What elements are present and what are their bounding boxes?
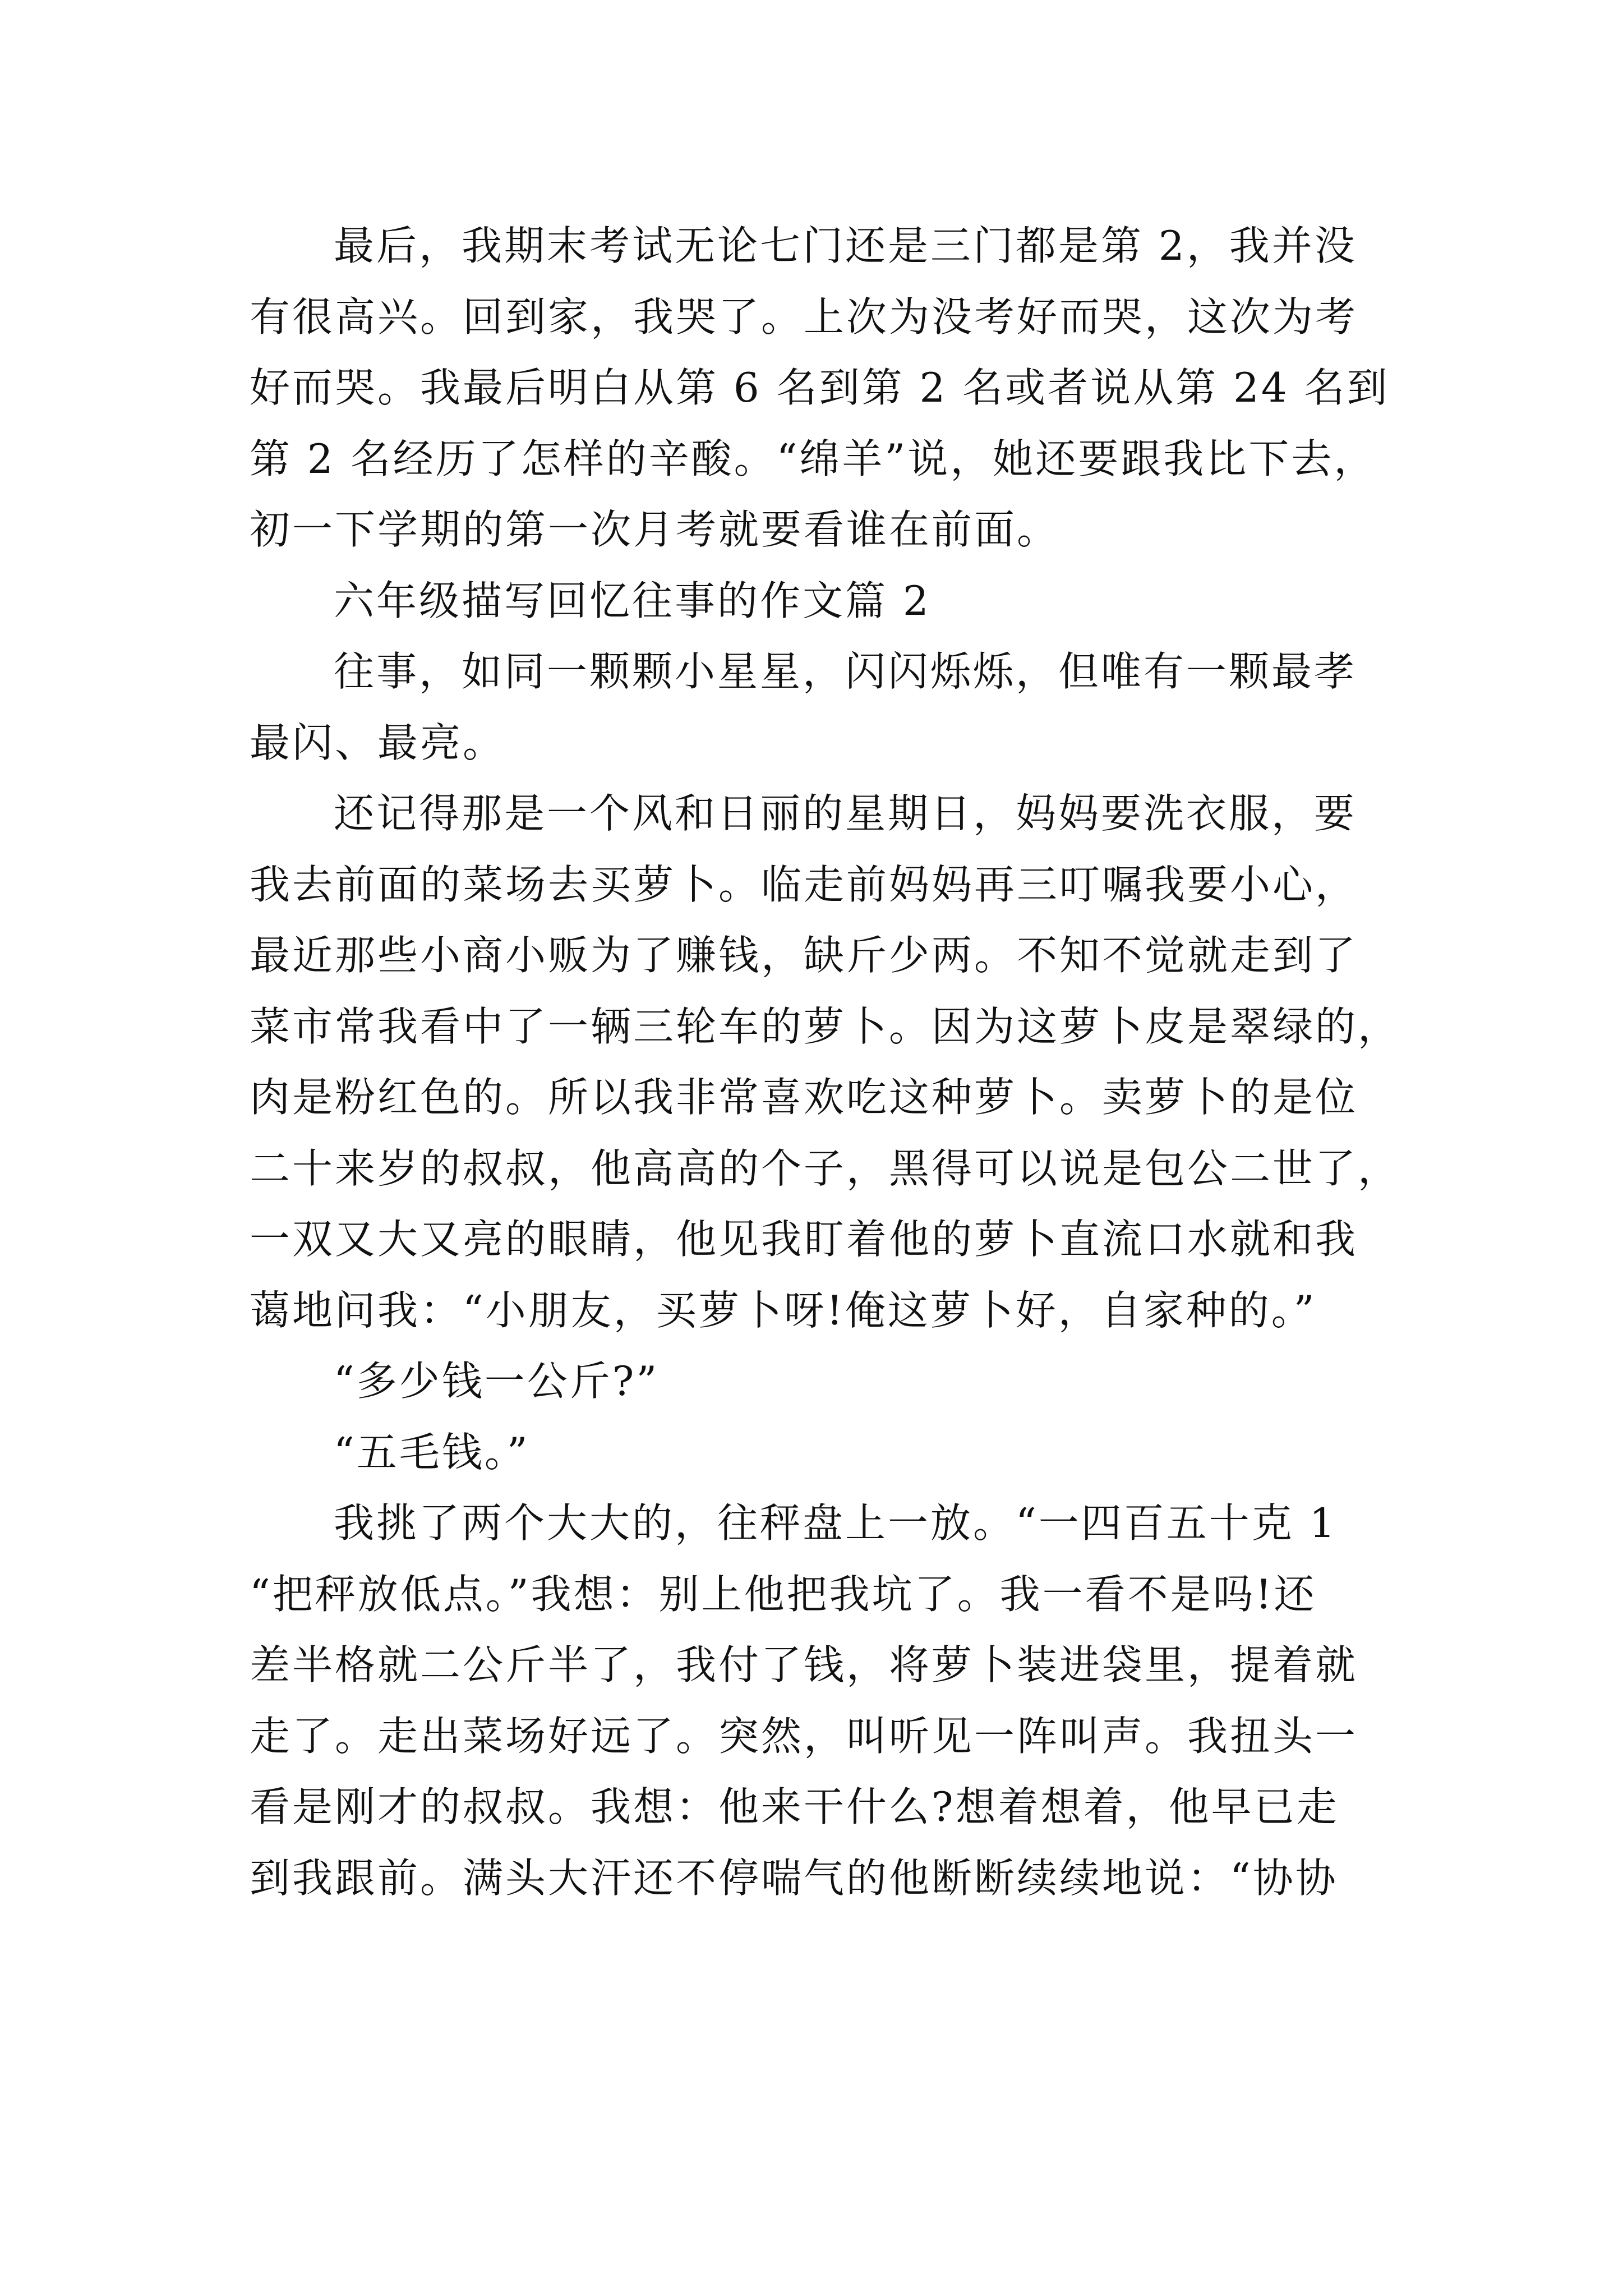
text-line: 蔼地问我：“小朋友，买萝卜呀!俺这萝卜好，自家种的。” bbox=[250, 1286, 1317, 1334]
text-line: 最近那些小商小贩为了赚钱，缺斤少两。不知不觉就走到了 bbox=[250, 932, 1358, 979]
section-heading: 六年级描写回忆往事的作文篇 2 bbox=[334, 577, 931, 624]
text-line: 肉是粉红色的。所以我非常喜欢吃这种萝卜。卖萝卜的是位 bbox=[250, 1074, 1358, 1121]
text-line: 看是刚才的叔叔。我想：他来干什么?想着想着，他早已走 bbox=[250, 1783, 1339, 1830]
dialogue-line: “多少钱一公斤?” bbox=[334, 1358, 660, 1405]
text-line: 初一下学期的第一次月考就要看谁在前面。 bbox=[250, 506, 1060, 553]
text-line: 菜市常我看中了一辆三轮车的萝卜。因为这萝卜皮是翠绿的， bbox=[250, 1002, 1401, 1050]
text-line: 我挑了两个大大的，往秤盘上一放。“一四百五十克 1 bbox=[334, 1499, 1338, 1547]
text-line: 一双又大又亮的眼睛，他见我盯着他的萝卜直流口水就和我 bbox=[250, 1216, 1358, 1263]
text-line: “把秤放低点。”我想：别上他把我坑了。我一看不是吗!还 bbox=[250, 1570, 1317, 1618]
text-line: 第 2 名经历了怎样的辛酸。“绵羊”说，她还要跟我比下去， bbox=[250, 435, 1377, 482]
text-line: 走了。走出菜场好远了。突然，叫听见一阵叫声。我扭头一 bbox=[250, 1712, 1358, 1760]
text-line: 有很高兴。回到家，我哭了。上次为没考好而哭，这次为考 bbox=[250, 293, 1358, 341]
text-line: 往事，如同一颗颗小星星，闪闪烁烁，但唯有一颗最孝 bbox=[334, 648, 1357, 695]
text-line: 到我跟前。满头大汗还不停喘气的他断断续续地说：“协协 bbox=[250, 1854, 1338, 1902]
dialogue-line: “五毛钱。” bbox=[334, 1428, 530, 1476]
text-line: 我去前面的菜场去买萝卜。临走前妈妈再三叮嘱我要小心， bbox=[250, 861, 1358, 908]
text-line: 最闪、最亮。 bbox=[250, 719, 506, 766]
text-line: 好而哭。我最后明白从第 6 名到第 2 名或者说从第 24 名到 bbox=[250, 364, 1390, 411]
text-line: 差半格就二公斤半了，我付了钱，将萝卜装进袋里，提着就 bbox=[250, 1641, 1358, 1688]
text-line: 还记得那是一个风和日丽的星期日，妈妈要洗衣服，要 bbox=[334, 790, 1357, 837]
text-line: 最后，我期末考试无论七门还是三门都是第 2，我并没 bbox=[334, 222, 1357, 269]
document-body bbox=[250, 210, 1405, 1913]
text-line: 二十来岁的叔叔，他高高的个子，黑得可以说是包公二世了， bbox=[250, 1144, 1401, 1192]
